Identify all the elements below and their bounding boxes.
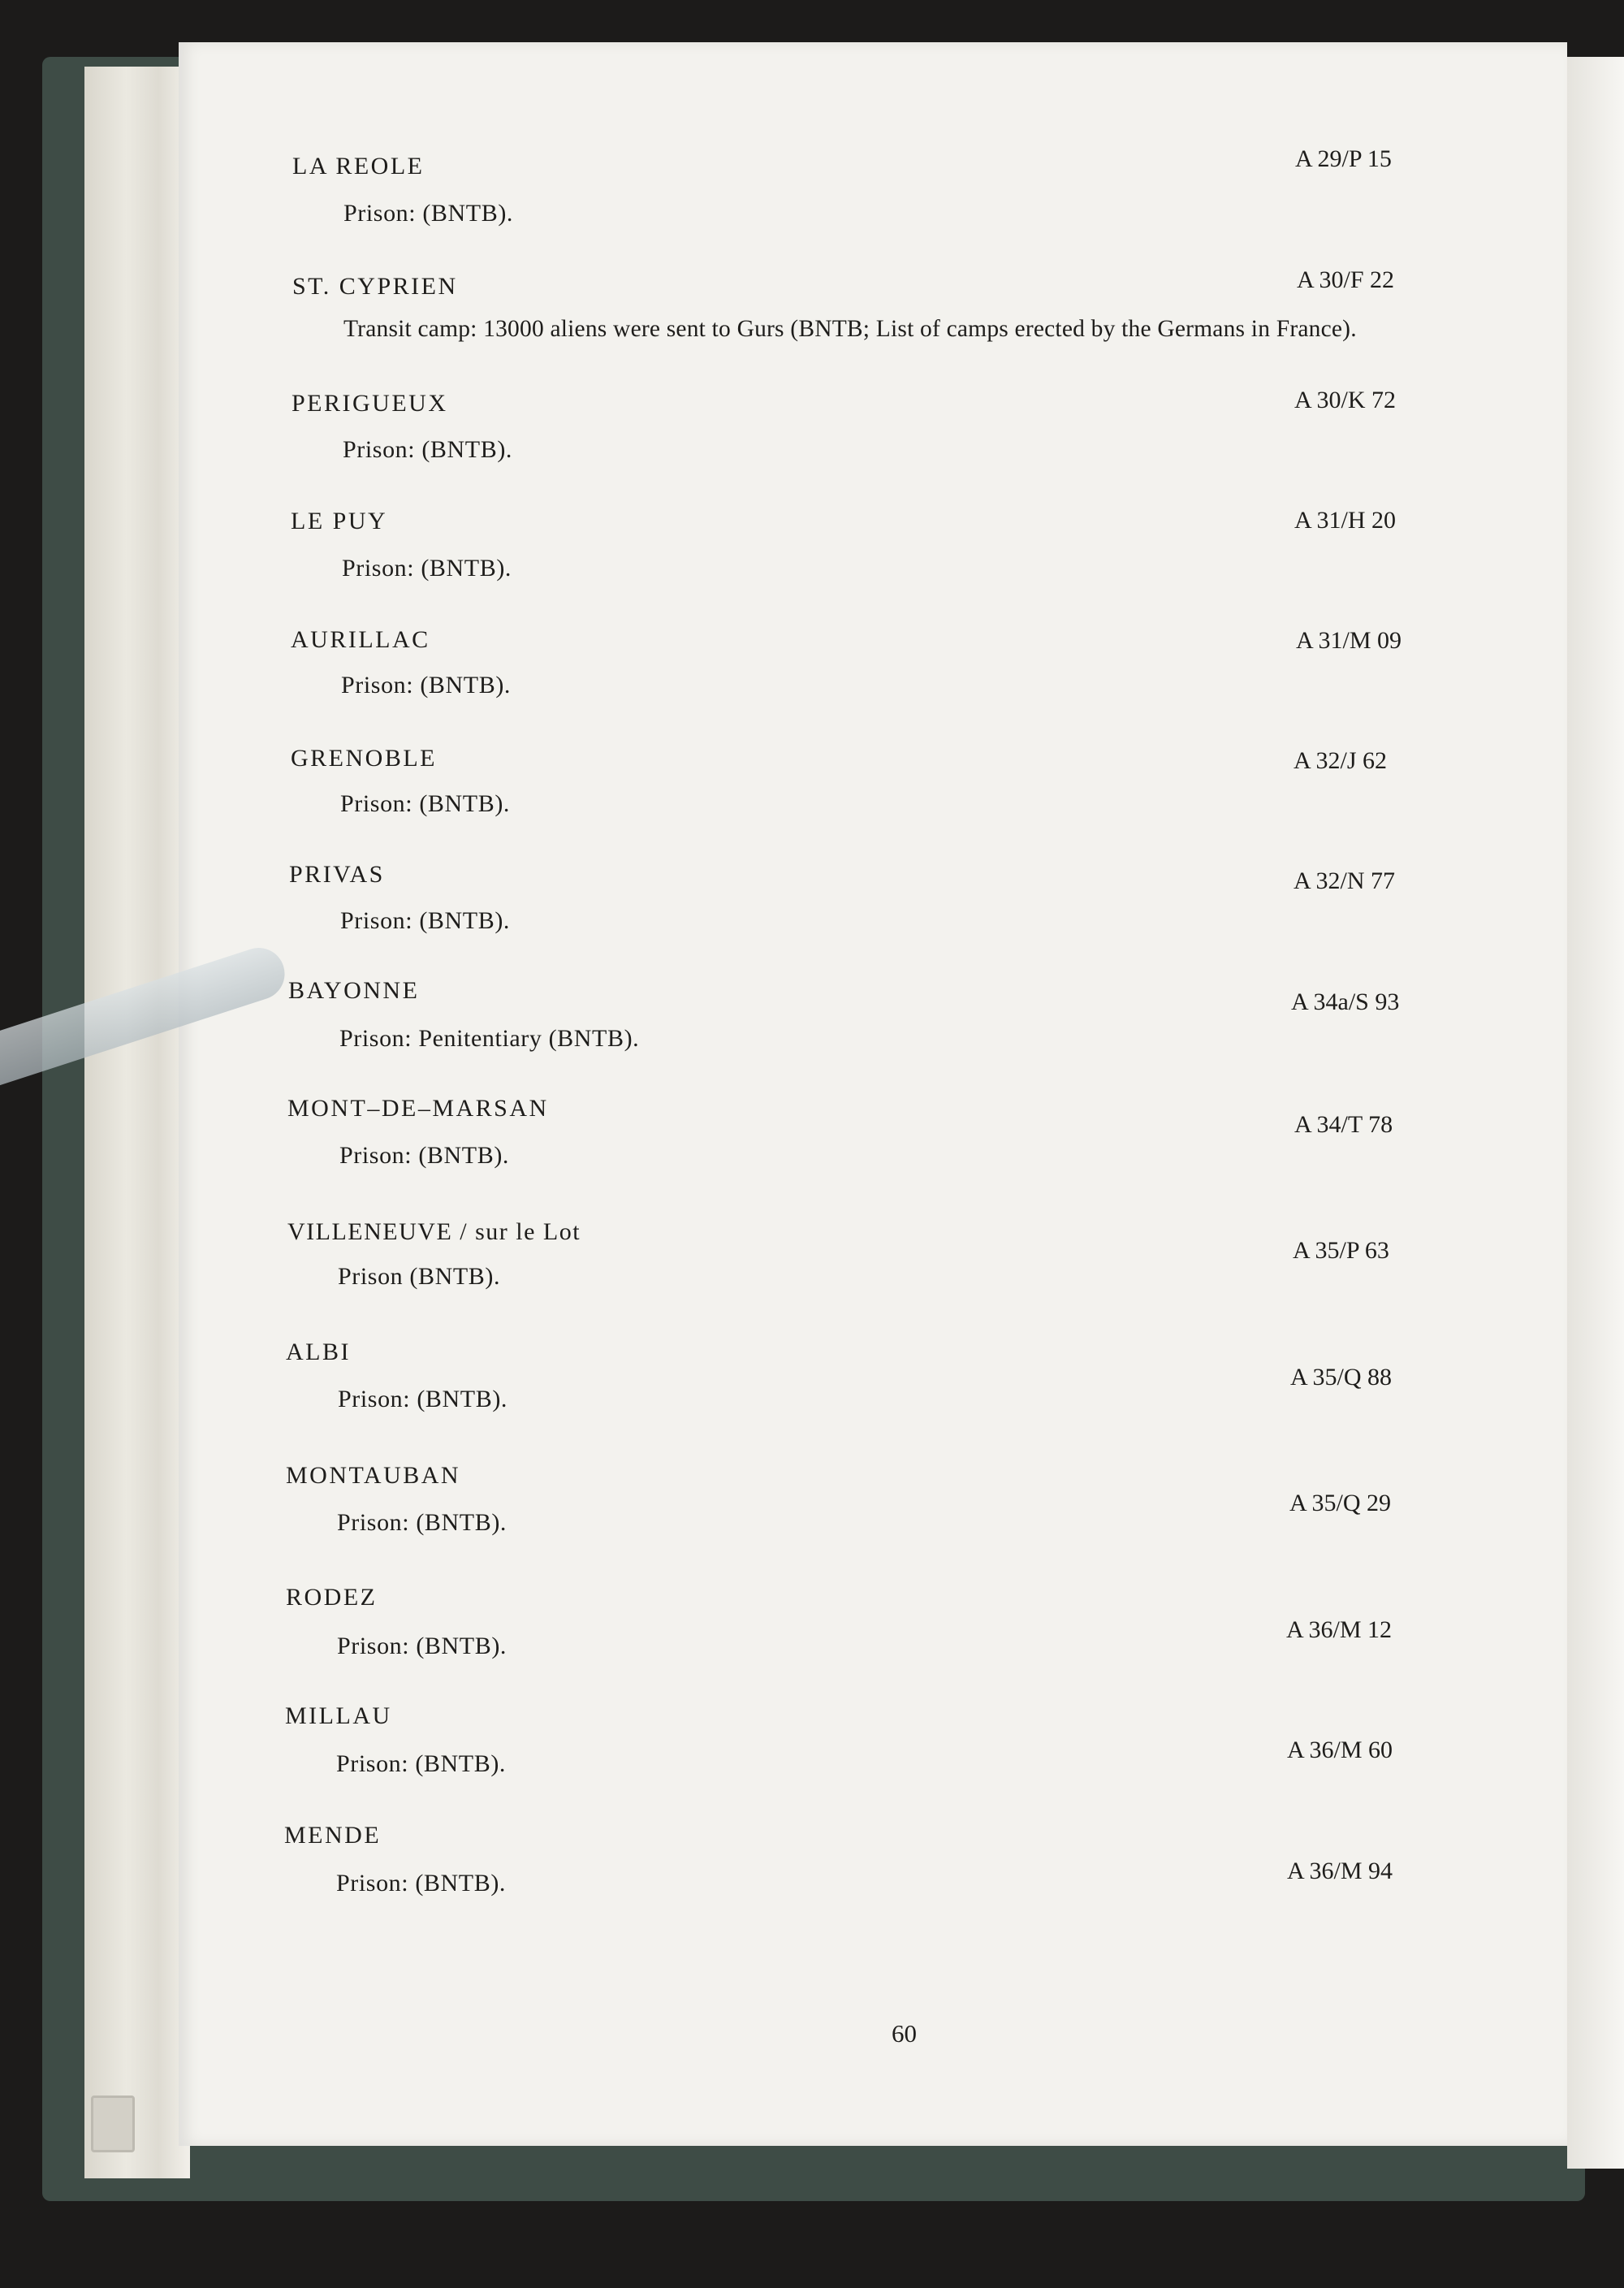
entry-description: Prison: (BNTB). (336, 1870, 507, 1897)
archive-reference: A 36/M 94 (1287, 1858, 1393, 1884)
place-name: ALBI (286, 1339, 351, 1365)
entry-description: Prison: (BNTB). (343, 200, 514, 227)
place-name: MENDE (284, 1822, 382, 1849)
archive-reference: A 32/J 62 (1294, 747, 1388, 774)
archive-reference: A 34a/S 93 (1291, 988, 1400, 1015)
entry-description: Prison: (BNTB). (338, 1386, 508, 1412)
place-name: LA REOLE (292, 153, 425, 179)
entry-description: Transit camp: 13000 aliens were sent to Gurs (BNTB; List of camps erected by the Germans in France). (343, 316, 1357, 342)
archive-reference: A 35/P 63 (1293, 1237, 1389, 1264)
entry-description: Prison (BNTB). (338, 1263, 501, 1290)
archive-reference: A 35/Q 29 (1289, 1490, 1392, 1516)
book-page (179, 42, 1567, 2146)
page-stack-edge (84, 67, 190, 2178)
archive-reference: A 36/M 12 (1286, 1616, 1393, 1643)
entry-description: Prison: (BNTB). (337, 1633, 508, 1659)
place-name: PRIVAS (289, 861, 385, 888)
place-name: BAYONNE (288, 977, 420, 1004)
entry-description: Prison: (BNTB). (337, 1509, 508, 1536)
entry-description: Prison: (BNTB). (339, 1142, 510, 1169)
archive-reference: A 31/H 20 (1294, 507, 1397, 534)
entry-description: Prison: (BNTB). (342, 555, 512, 582)
facing-page-edge (1567, 57, 1624, 2169)
archive-reference: A 31/M 09 (1296, 627, 1402, 654)
place-name: MONTAUBAN (286, 1462, 461, 1489)
place-name: AURILLAC (291, 626, 430, 653)
entry-description: Prison: (BNTB). (336, 1750, 507, 1777)
entry-description: Prison: (BNTB). (341, 672, 512, 699)
entry-description: Prison: (BNTB). (343, 436, 513, 463)
archive-reference: A 35/Q 88 (1290, 1364, 1393, 1391)
archive-reference: A 34/T 78 (1294, 1111, 1393, 1138)
place-name: MONT–DE–MARSAN (287, 1095, 549, 1122)
entry-description: Prison: (BNTB). (340, 907, 511, 934)
archive-reference: A 30/K 72 (1294, 387, 1397, 413)
place-name: RODEZ (286, 1584, 378, 1611)
place-name: GRENOBLE (291, 745, 437, 772)
archive-reference: A 29/P 15 (1295, 145, 1392, 172)
place-name: ST. CYPRIEN (292, 273, 458, 300)
entry-description: Prison: Penitentiary (BNTB). (339, 1025, 640, 1052)
archive-reference: A 36/M 60 (1287, 1737, 1393, 1763)
binding-emblem-icon (91, 2096, 135, 2152)
entry-description: Prison: (BNTB). (340, 790, 511, 817)
archive-reference: A 30/F 22 (1297, 266, 1395, 293)
archive-reference: A 32/N 77 (1294, 867, 1396, 894)
page-number: 60 (892, 2019, 917, 2048)
place-name: PERIGUEUX (292, 390, 448, 417)
place-name: LE PUY (291, 508, 388, 534)
place-name: VILLENEUVE / sur le Lot (287, 1218, 581, 1245)
place-name: MILLAU (285, 1702, 392, 1729)
